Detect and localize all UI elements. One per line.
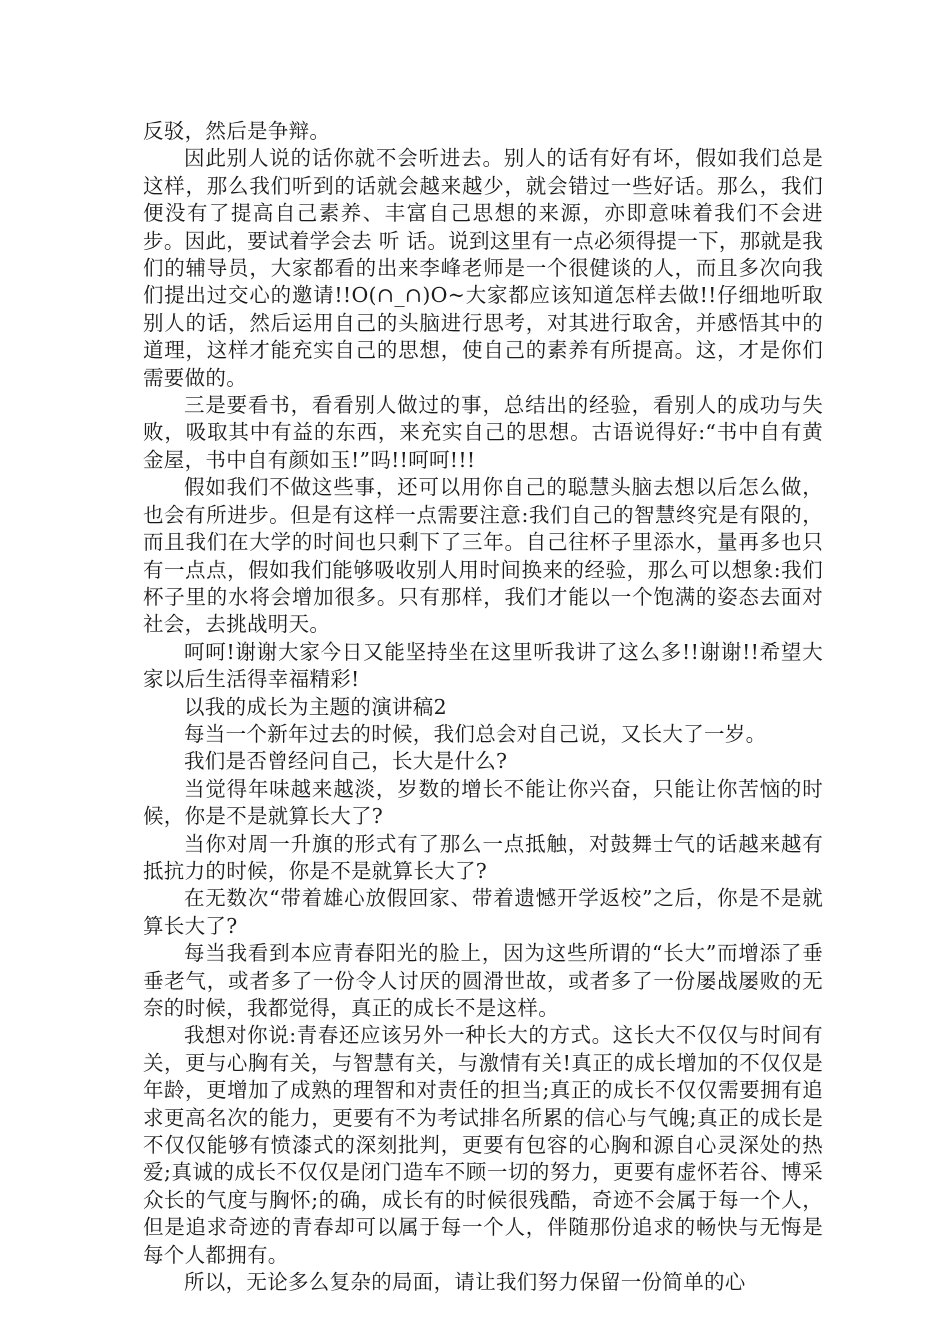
paragraph: 呵呵!谢谢大家今日又能坚持坐在这里听我讲了这么多!!谢谢!!希望大家以后生活得幸福精彩! (143, 639, 823, 692)
paragraph: 我想对你说:青春还应该另外一种长大的方式。这长大不仅仅与时间有关，更与心胸有关，与智慧有关，与激情有关!真正的成长增加的不仅仅是年龄，更增加了成熟的理智和对责任的担当;真正的成长不仅仅需要拥有追求更高名次的能力，更要有不为考试排名所累的信心与气魄;真正的成长是不仅仅能够有愤漆式的深刻批判，更要有包容的心胸和源自心灵深处的热爱;真诚的成长不仅仅是闭门造车不顾一切的努力，更要有虚怀若谷、博采众长的气度与胸怀;的确，成长有的时候很残酷，奇迹不会属于每一个人，但是追求奇迹的青春却可以属于每一个人，伴随那份追求的畅快与无悔是每个人都拥有。 (143, 1023, 823, 1267)
paragraph: 每当我看到本应青春阳光的脸上，因为这些所谓的“长大”而增添了垂垂老气，或者多了一份令人讨厌的圆滑世故，或者多了一份屡战屡败的无奈的时候，我都觉得，真正的成长不是这样。 (143, 941, 823, 1020)
paragraph: 当觉得年味越来越淡，岁数的增长不能让你兴奋，只能让你苦恼的时候，你是不是就算长大了? (143, 776, 823, 829)
paragraph: 每当一个新年过去的时候，我们总会对自己说，又长大了一岁。 (184, 721, 767, 746)
paragraph: 我们是否曾经问自己，长大是什么? (184, 749, 508, 774)
paragraph: 当你对周一升旗的形式有了那么一点抵触，对鼓舞士气的话越来越有抵抗力的时候，你是不是就算长大了? (143, 831, 823, 883)
paragraph: 因此别人说的话你就不会听进去。别人的话有好有坏，假如我们总是这样，那么我们听到的话就会越来越少，就会错过一些好话。那么，我们便没有了提高自己素养、丰富自己思想的来源，亦即意味着我们不会进步。因此，要试着学会去 听 话。说到这里有一点必须得提一下，那就是我们的辅导员，大家都看的出来李峰老师是一个很健谈的人，而且多次向我们提出过交心的邀请!!O(∩_∩)O~大家都应该知道怎样去做!!仔细地听取别人的话，然后运用自己的头脑进行思考，对其进行取舍，并感悟其中的道理，这样才能充实自己的思想，使自己的素养有所提高。这，才是你们需要做的。 (143, 146, 823, 390)
document-page (143, 118, 823, 1296)
paragraph: 三是要看书，看看别人做过的事，总结出的经验，看别人的成功与失败，吸取其中有益的东西，来充实自己的思想。古语说得好:“书中自有黄金屋，书中自有颜如玉!”吗!!呵呵!!! (143, 393, 823, 472)
paragraph: 反驳，然后是争辩。 (143, 119, 331, 143)
paragraph: 假如我们不做这些事，还可以用你自己的聪慧头脑去想以后怎么做，也会有所进步。但是有这样一点需要注意:我们自己的智慧终究是有限的，而且我们在大学的时间也只剩下了三年。自己往杯子里添水，量再多也只有一点点，假如我们能够吸收别人用时间换来的经验，那么可以想象:我们杯子里的水将会增加很多。只有那样，我们才能以一个饱满的姿态去面对社会，去挑战明天。 (143, 475, 823, 637)
paragraph: 所以，无论多么复杂的局面，请让我们努力保留一份简单的心 (184, 1270, 746, 1295)
section-title: 以我的成长为主题的演讲稿2 (184, 694, 447, 719)
paragraph: 在无数次“带着雄心放假回家、带着遗憾开学返校”之后，你是不是就算长大了? (143, 886, 823, 938)
